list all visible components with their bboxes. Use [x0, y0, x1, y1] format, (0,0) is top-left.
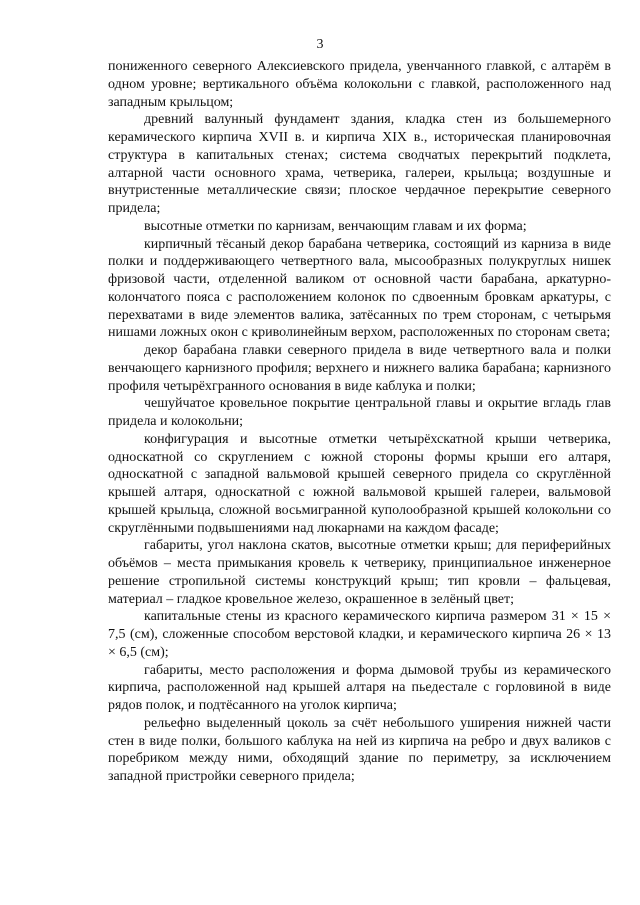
- paragraph-roof-configuration: конфигурация и высотные отметки четырёхскатной крыши четверика, односкатной со скруглением с южной стороны формы крыши его алтаря, односкатной с западной вальмовой крышей северного придела со скруглённой крышей алтаря, односкатной с южной вальмовой крышей галереи, вальмовой крышей крыльца, сложной восьмигранной куполообразной крышей колокольни со скруглёнными подвышениями над люкарнами на каждом фасаде;: [108, 431, 611, 536]
- paragraph-chimney: габариты, место расположения и форма дымовой трубы из керамического кирпича, расположенной над крышей алтаря на пьедестале с горловиной в виде рядов полок, и подтёсанного на уголок кирпича;: [108, 662, 611, 713]
- document-body: [108, 58, 611, 786]
- paragraph-north-chapel-drum-decor: декор барабана главки северного придела в виде четвертного вала и полки венчающего карнизного профиля; верхнего и нижнего валика барабана; карнизного профиля четырёхгранного основания в виде каблука и полки;: [108, 343, 611, 394]
- paragraph-cornice-heights: высотные отметки по карнизам, венчающим главам и их форма;: [144, 218, 527, 234]
- paragraph-plinth: рельефно выделенный цоколь за счёт небольшого уширения нижней части стен в виде полки, большого каблука на ней из кирпича на ребро и двух валиков с поребриком между ними, обходящий здание по периметру, за исключением западной пристройки северного придела;: [108, 715, 611, 784]
- paragraph-roof-dimensions: габариты, угол наклона скатов, высотные отметки крыш; для периферийных объёмов – места примыкания кровель к четверику, принципиальное инженерное решение стропильной системы конструкций крыш; тип кровли – фальцевая, материал – гладкое кровельное железо, окрашенное в зелёный цвет;: [108, 538, 611, 607]
- page-number: 3: [316, 37, 324, 52]
- paragraph-aleksievsky-chapel-continuation: пониженного северного Алексиевского придела, увенчанного главкой, с алтарём в одном уровне; вертикального объёма колокольни с главкой, расположенного над западным крыльцом;: [108, 59, 611, 110]
- paragraph-scaly-roofing: чешуйчатое кровельное покрытие центральной главы и окрытие вгладь глав придела и колокольни;: [108, 396, 611, 429]
- paragraph-foundation-and-masonry: древний валунный фундамент здания, кладка стен из большемерного керамического кирпича XVII в. и кирпича XIX в., историческая планировочная структура в капитальных стенах; система сводчатых перекрытий подклета, алтарной части основного храма, четверика, галереи, крыльца; воздушные и внутристенные металлические связи; плоское чердачное перекрытие северного придела;: [108, 112, 611, 216]
- paragraph-capital-walls: капитальные стены из красного керамического кирпича размером 31 × 15 × 7,5 (см), сложенные способом верстовой кладки, и керамического кирпича 26 × 13 × 6,5 (см);: [108, 609, 611, 660]
- paragraph-drum-decor-chetverik: кирпичный тёсаный декор барабана четверика, состоящий из карниза в виде полки и поддерживающего четвертного вала, мысообразных полукруглых нишек фризовой части, отделенной валиком от основной части барабана, аркатурно-колончатого пояса с расположением колонок по сдвоенным бровкам аркатуры, с перехватами в виде элементов валика, затёсанных по трем сторонам, с четырьмя нишами ложных окон с криволинейным верхом, расположенных по сторонам света;: [108, 236, 611, 341]
